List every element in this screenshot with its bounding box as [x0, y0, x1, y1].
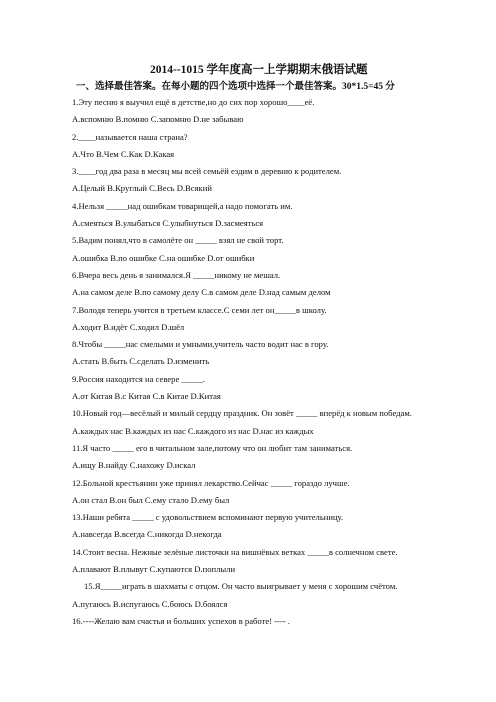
question-text: 13.Наши ребята _____ с удовольствием вспоминают первую учительницу.	[72, 512, 344, 523]
answer-options: A.от Китая B.с Китая C.в Китае D.Китая	[72, 391, 221, 402]
question-text: 3.____год два раза в месяц мы всей семьёй ездим в деревню к родителем.	[72, 166, 342, 177]
question-text: 5.Вадим понял,что в самолёте он _____ взял не свой торт.	[72, 235, 284, 246]
exam-title: 2014--1015 学年度高一上学期期末俄语试题	[150, 64, 368, 76]
answer-options: A.на самом деле B.по самому делу C.в самом деле D.над самым делом	[72, 287, 331, 298]
question-text: 12.Больной крестьянин уже принял лекарство.Сейчас _____ гораздо лучше.	[72, 477, 350, 488]
answer-options: A.стать B.быть C.сделать D.изменить	[72, 356, 210, 367]
question-text: 8.Чтобы _____нас смелыми и умными,учитель часто водит нас в гору.	[72, 339, 329, 350]
answer-options: A.смеяться B.улыбаться C.улыбнуться D.засмеяться	[72, 218, 264, 229]
question-text: 1.Эту песню я выучил ещё в детстве,но до сих пор хорошо____её.	[72, 97, 315, 107]
answer-options: A.Что B.Чем C.Как D.Какая	[72, 148, 175, 159]
question-text: 14.Стоит весна. Нежные зелёные листочки на вишнёвых ветках _____в солнечном свете.	[72, 546, 398, 557]
answer-options: A.Целый B.Круглый C.Весь D.Всякий	[72, 183, 212, 194]
question-text: 11.Я часто _____ его в читальном зале,потому что он любит там заниматься.	[72, 442, 353, 453]
answer-options: A.он стал B.он был C.ему стало D.ему был	[72, 494, 230, 505]
question-text: 6.Вчера весь день я занимался.Я _____никому не мешал.	[72, 269, 281, 280]
question-text: 16.----Желаю вам счастья и больших успехов в работе! ---- .	[72, 615, 290, 626]
answer-options: A.навсегда B.всегда C.никогда D.некогда	[72, 529, 222, 540]
answer-options: A.вспомню B.помню C.запомню D.не забываю	[72, 114, 244, 125]
question-text: 10.Новый год—весёлый и милый сердцу праздник. Он зовёт _____ вперёд к новым победам.	[72, 408, 412, 419]
question-text: 7.Володя теперь учится в третьем классе.С семи лет он_____в школу.	[72, 304, 327, 315]
answer-options: A.ходит B.идёт C.ходил D.шёл	[72, 321, 185, 332]
question-text: 4.Нельзя _____над ошибкам товарищей,а надо помогать им.	[72, 200, 293, 211]
answer-options: A.ошибка B.по ошибке C.на ошибке D.от ошибки	[72, 252, 255, 263]
question-list	[72, 94, 428, 630]
question-text: 15.Я_____играть в шахматы с отцом. Он часто выигрывает у меня с хорошим счётом.	[84, 581, 398, 592]
question-text: 9.Россия находится на севере _____.	[72, 373, 206, 384]
answer-options: A.плавают B.плывут C.купаются D.поплыли	[72, 564, 236, 575]
question-text: 2.____называется наша страна?	[72, 131, 188, 142]
answer-options: A.каждых нас B.каждых из нас C.каждого из нас D.нас из каждых	[72, 425, 314, 436]
answer-options: A.ищу B.найду C.нахожу D.искал	[72, 460, 196, 471]
answer-options: A.пугаюсь B.испугаюсь C.боюсь D.боялся	[72, 598, 228, 609]
section-heading: 一、选择最佳答案。在每小题的四个选项中选择一个最佳答案。30*1.5=45 分	[76, 82, 395, 92]
